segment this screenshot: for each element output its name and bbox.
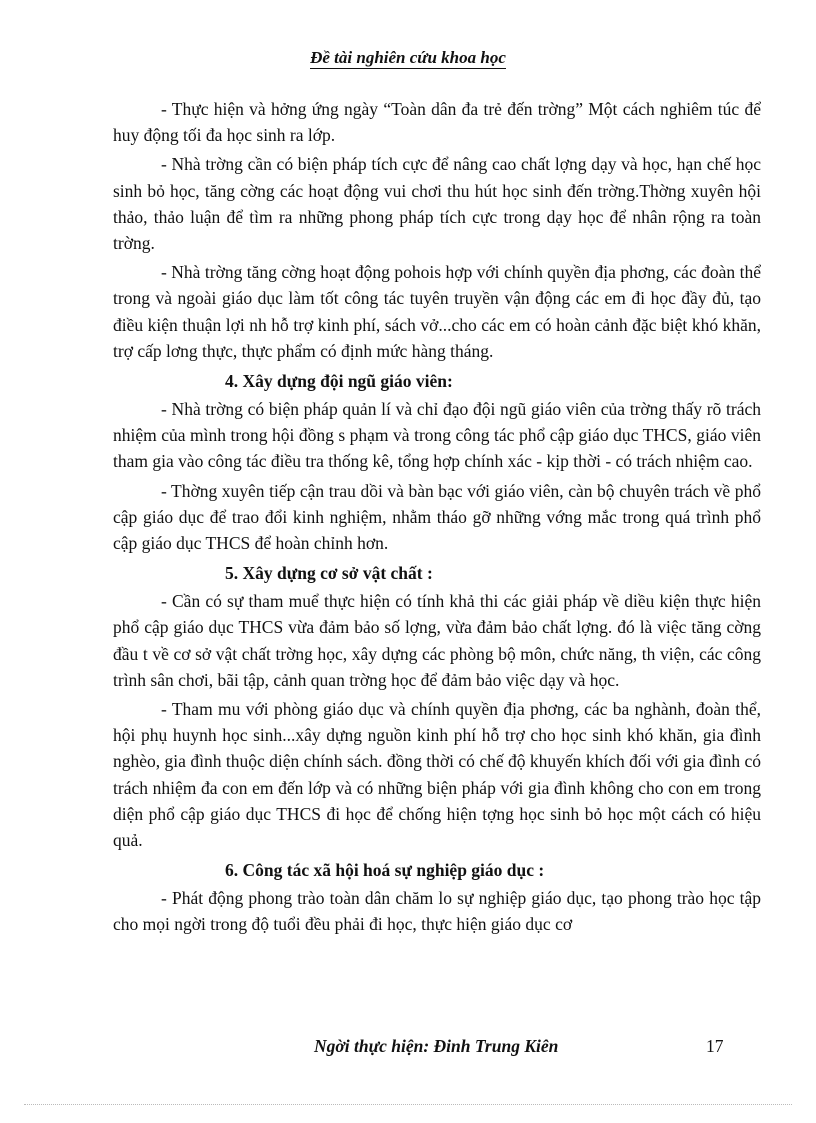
document-body — [113, 96, 761, 938]
page-bottom-divider — [24, 1104, 792, 1105]
page-number: 17 — [706, 1036, 724, 1056]
paragraph-6: - Cần có sự tham muể thực hiện có tính khả thi các giải pháp về diều kiện thực hiện phổ cập giáo dục THCS vừa đảm bảo số lợng, vừa đảm bảo chất lợng. đó là việc tăng cờng đầu t về cơ sở vật chất trờng học, xây dựng các phòng bộ môn, chức năng, th viện, các công trình sân chơi, bãi tập, cảnh quan trờng học để đảm bảo việc dạy và học. — [113, 591, 761, 690]
paragraph-8: - Phát động phong trào toàn dân chăm lo sự nghiệp giáo dục, tạo phong trào học tập cho mọi ngời trong độ tuổi đều phải đi học, thực hiện giáo dục cơ — [113, 888, 761, 935]
section-heading-6: 6. Công tác xã hội hoá sự nghiệp giáo dục : — [225, 860, 545, 881]
document-title: Đề tài nghiên cứu khoa học — [310, 48, 506, 67]
paragraph-3: - Nhà trờng tăng cờng hoạt động pohois hợp với chính quyền địa phơng, các đoàn thể trong và ngoài giáo dục làm tốt công tác tuyên truyền vận động các em đi học đầy đủ, tạo điều kiện thuận lợi nh hỗ trợ kinh phí, sách vở...cho các em có hoàn cảnh đặc biệt khó khăn, trợ cấp lơng thực, thực phẩm có định mức hàng tháng. — [113, 262, 761, 361]
page-header — [0, 48, 816, 68]
paragraph-1: - Thực hiện và hởng ứng ngày “Toàn dân đa trẻ đến trờng” Một cách nghiêm túc để huy động tối đa học sinh ra lớp. — [113, 99, 761, 146]
section-heading-5: 5. Xây dựng cơ sở vật chất : — [225, 563, 433, 584]
paragraph-7: - Tham mu với phòng giáo dục và chính quyền địa phơng, các ba nghành, đoàn thể, hội phụ huynh học sinh...xây dựng nguồn kinh phí hỗ trợ cho học sinh khó khăn, gia đình nghèo, gia đình thuộc diện chính sách. đồng thời có chế độ khuyến khích đối với gia đình có trách nhiệm đa con em đến lớp và có những biện pháp với gia đình không cho con em trong diện phổ cập giáo dục THCS đi học để chống hiện tợng học sinh bỏ học một cách có hiệu quả. — [113, 699, 761, 851]
section-heading-4: 4. Xây dựng đội ngũ giáo viên: — [225, 371, 453, 392]
paragraph-5: - Thờng xuyên tiếp cận trau dồi và bàn bạc với giáo viên, càn bộ chuyên trách về phổ cập giáo dục để trao đổi kinh nghiệm, nhằm tháo gỡ những vớng mắc trong quá trình phổ cập giáo dục THCS để hoàn chỉnh hơn. — [113, 480, 761, 554]
paragraph-2: - Nhà trờng cần có biện pháp tích cực để nâng cao chất lợng dạy và học, hạn chế học sinh bỏ học, tăng cờng các hoạt động vui chơi thu hút học sinh đến trờng.Thờng xuyên hội thảo, thảo luận để tìm ra những phong pháp tích cực trong dạy học để nhân rộng ra toàn trờng. — [113, 154, 761, 254]
author-credit: Ngời thực hiện: Đinh Trung Kiên — [314, 1036, 559, 1056]
paragraph-4: - Nhà trờng có biện pháp quản lí và chỉ đạo đội ngũ giáo viên của trờng thấy rõ trách nhiệm của mình trong hội đồng s phạm và trong công tác phổ cập giáo dục THCS, giáo viên tham gia vào công tác điều tra thống kê, tổng hợp chính xác - kịp thời - có trách nhiệm cao. — [113, 399, 761, 472]
